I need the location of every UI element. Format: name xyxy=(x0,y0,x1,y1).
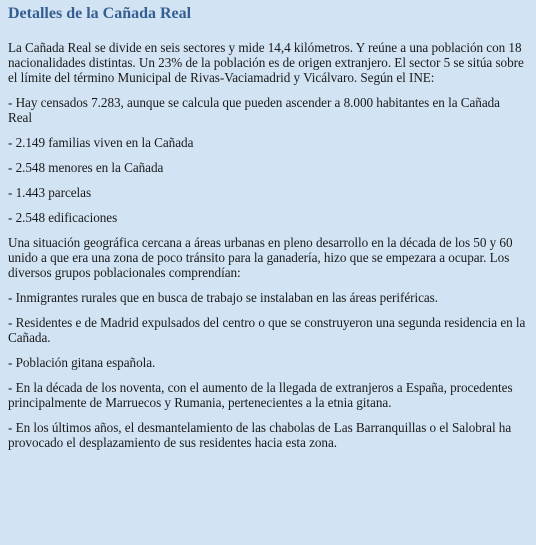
list-item-noventa: - En la década de los noventa, con el aumento de la llegada de extranjeros a España, procedentes principalmente de Marruecos y Rumania, pertenecientes a la etnia gitana. xyxy=(8,380,513,410)
list-item-censados: - Hay censados 7.283, aunque se calcula que pueden ascender a 8.000 habitantes en la Cañada Real xyxy=(8,95,500,125)
paragraph-history: Una situación geográfica cercana a áreas urbanas en pleno desarrollo en la década de los 50 y 60 unido a que era una zona de poco tránsito para la ganadería, hizo que se empezara a ocupar. Los diversos grupos poblacionales comprendían: xyxy=(8,235,513,280)
list-item-poblacion-gitana: - Población gitana española. xyxy=(8,355,156,370)
list-item-familias: - 2.149 familias viven en la Cañada xyxy=(8,135,194,150)
list-item-menores: - 2.548 menores en la Cañada xyxy=(8,160,164,175)
list-item-residentes: - Residentes e de Madrid expulsados del centro o que se construyeron una segunda residencia en la Cañada. xyxy=(8,315,526,345)
list-item-ultimos-anos: - En los últimos años, el desmantelamiento de las chabolas de Las Barranquillas o el Salobral ha provocado el desplazamiento de sus residentes hacia esta zona. xyxy=(8,420,512,450)
list-item-edificaciones: - 2.548 edificaciones xyxy=(8,210,118,225)
paragraph-intro: La Cañada Real se divide en seis sectores y mide 14,4 kilómetros. Y reúne a una población con 18 nacionalidades distintas. Un 23% de la población es de origen extranjero. El sector 5 se sitúa sobre el límite del término Municipal de Rivas-Vaciamadrid y Vicálvaro. Según el INE: xyxy=(8,40,524,85)
list-item-parcelas: - 1.443 parcelas xyxy=(8,185,92,200)
panel-title: Detalles de la Cañada Real xyxy=(8,5,192,22)
list-item-inmigrantes: - Inmigrantes rurales que en busca de trabajo se instalaban en las áreas periféricas. xyxy=(8,290,439,305)
